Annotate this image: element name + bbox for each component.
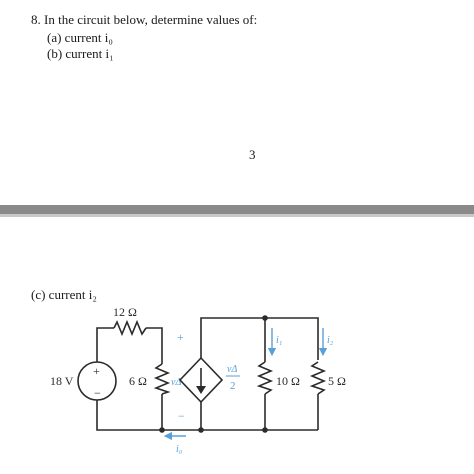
v-delta-minus: − <box>178 409 185 423</box>
junction-bottom-dep <box>198 427 204 433</box>
wire-source-bottom <box>97 400 318 430</box>
resistor-5ohm <box>312 362 324 394</box>
current-i1-label: i₁ <box>276 335 283 346</box>
problem-part-c: (c) current i₂ <box>31 287 97 302</box>
resistor-5ohm-label: 5 Ω <box>328 374 346 388</box>
junction-bottom-6ohm <box>159 427 165 433</box>
resistor-12ohm <box>114 322 146 334</box>
junction-top-10ohm <box>262 315 268 321</box>
resistor-6ohm-label: 6 Ω <box>129 374 147 388</box>
source-voltage-label: 18 V <box>50 374 74 388</box>
v-delta-plus: + <box>177 330 184 344</box>
resistor-10ohm-label: 10 Ω <box>276 374 300 388</box>
v-delta-label: vΔ <box>171 377 182 388</box>
resistor-12ohm-label: 12 Ω <box>113 305 137 319</box>
wire-top-left <box>97 328 114 363</box>
dependent-source-denominator: 2 <box>230 380 236 392</box>
resistor-6ohm <box>156 364 168 394</box>
current-i0-label: i₀ <box>176 444 183 455</box>
resistor-10ohm <box>259 362 271 394</box>
wire-top-mid <box>146 328 162 364</box>
dependent-source-numerator: vΔ <box>227 364 238 375</box>
source-minus-sign: − <box>94 386 101 400</box>
junction-bottom-10ohm <box>262 427 268 433</box>
source-plus-sign: + <box>93 364 100 378</box>
current-i2-label: i₂ <box>327 335 334 346</box>
problem-part-b: (b) current i₁ <box>47 46 114 61</box>
page-number: 3 <box>249 147 256 162</box>
problem-heading: 8. In the circuit below, determine values of: <box>31 12 258 27</box>
problem-part-a: (a) current i₀ <box>47 30 113 45</box>
wire-dep-top <box>201 318 318 360</box>
